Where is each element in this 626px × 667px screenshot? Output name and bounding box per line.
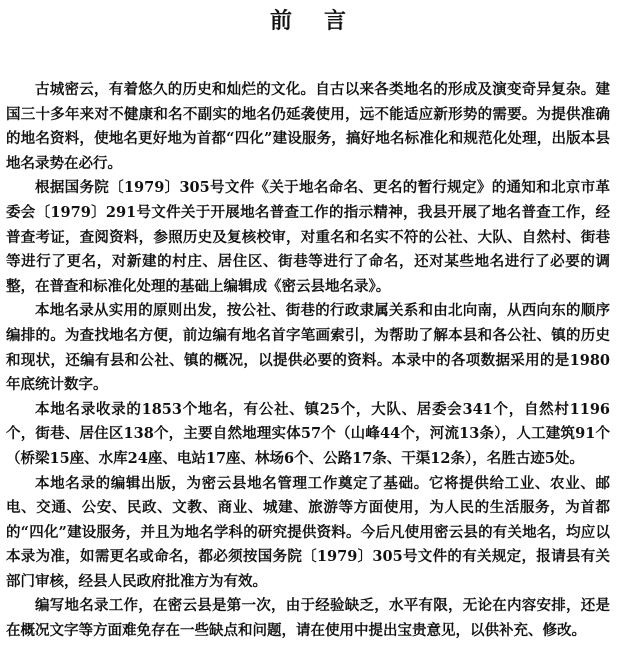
paragraph-2: 根据国务院〔1979〕305号文件《关于地名命名、更名的暂行规定》的通知和北京市革委会〔1979〕291号文件关于开展地名普查工作的指示精神，我县开展了地名普查工作，经普查考证，查阅资料，参照历史及复核校审，对重名和名实不符的公社、大队、自然村、街巷等进行了更名，对新建的村庄、居住区、街巷等进行了命名，还对某些地名进行了必要的调整，在普查和标准化处理的基础上编辑成《密云县地名录》。: [6, 179, 610, 295]
paragraph-6: 编写地名录工作，在密云县是第一次，由于经验缺乏，水平有限，无论在内容安排，还是在概况文字等方面难免存在一些缺点和问题，请在使用中提出宝贵意见，以供补充、修改。: [6, 597, 610, 640]
paragraph-1: 古城密云，有着悠久的历史和灿烂的文化。自古以来各类地名的形成及演变奇异复杂。建国三十多年来对不健康和名不副实的地名仍延袭使用，远不能适应新形势的需要。为提供准确的地名资料，使地名更好地为首都“四化”建设服务，搞好地名标准化和规范化处理，出版本县地名录势在必行。: [6, 81, 610, 172]
paragraph-3: 本地名录从实用的原则出发，按公社、街巷的行政隶属关系和由北向南，从西向东的顺序编排的。为查找地名方便，前边编有地名首字笔画索引，为帮助了解本县和各公社、镇的历史和现状，还编有县和公社、镇的概况，以提供必要的资料。本录中的各项数据采用的是1980年底统计数字。: [6, 302, 610, 394]
paragraph-5: 本地名录的编辑出版，为密云县地名管理工作奠定了基础。它将提供给工业、农业、邮电、交通、公安、民政、文教、商业、城建、旅游等方面使用，为人民的生活服务，为首都的“四化”建设服务，并且为地名学科的研究提供资料。今后凡使用密云县的有关地名，均应以本录为准，如需更名或命名，都必须按国务院〔1979〕305号文件的有关规定，报请县有关部门审核，经县人民政府批准方为有效。: [6, 474, 610, 590]
paragraph-4: 本地名录收录的1853个地名，有公社、镇25个，大队、居委会341个，自然村1196个，街巷、居住区138个，主要自然地理实体57个（山峰44个，河流13条），人工建筑91个（桥梁15座、水库24座、电站17座、林场6个、公路17条、干渠12条），名胜古迹5处。: [6, 400, 610, 467]
page-title: 前言: [269, 8, 378, 34]
